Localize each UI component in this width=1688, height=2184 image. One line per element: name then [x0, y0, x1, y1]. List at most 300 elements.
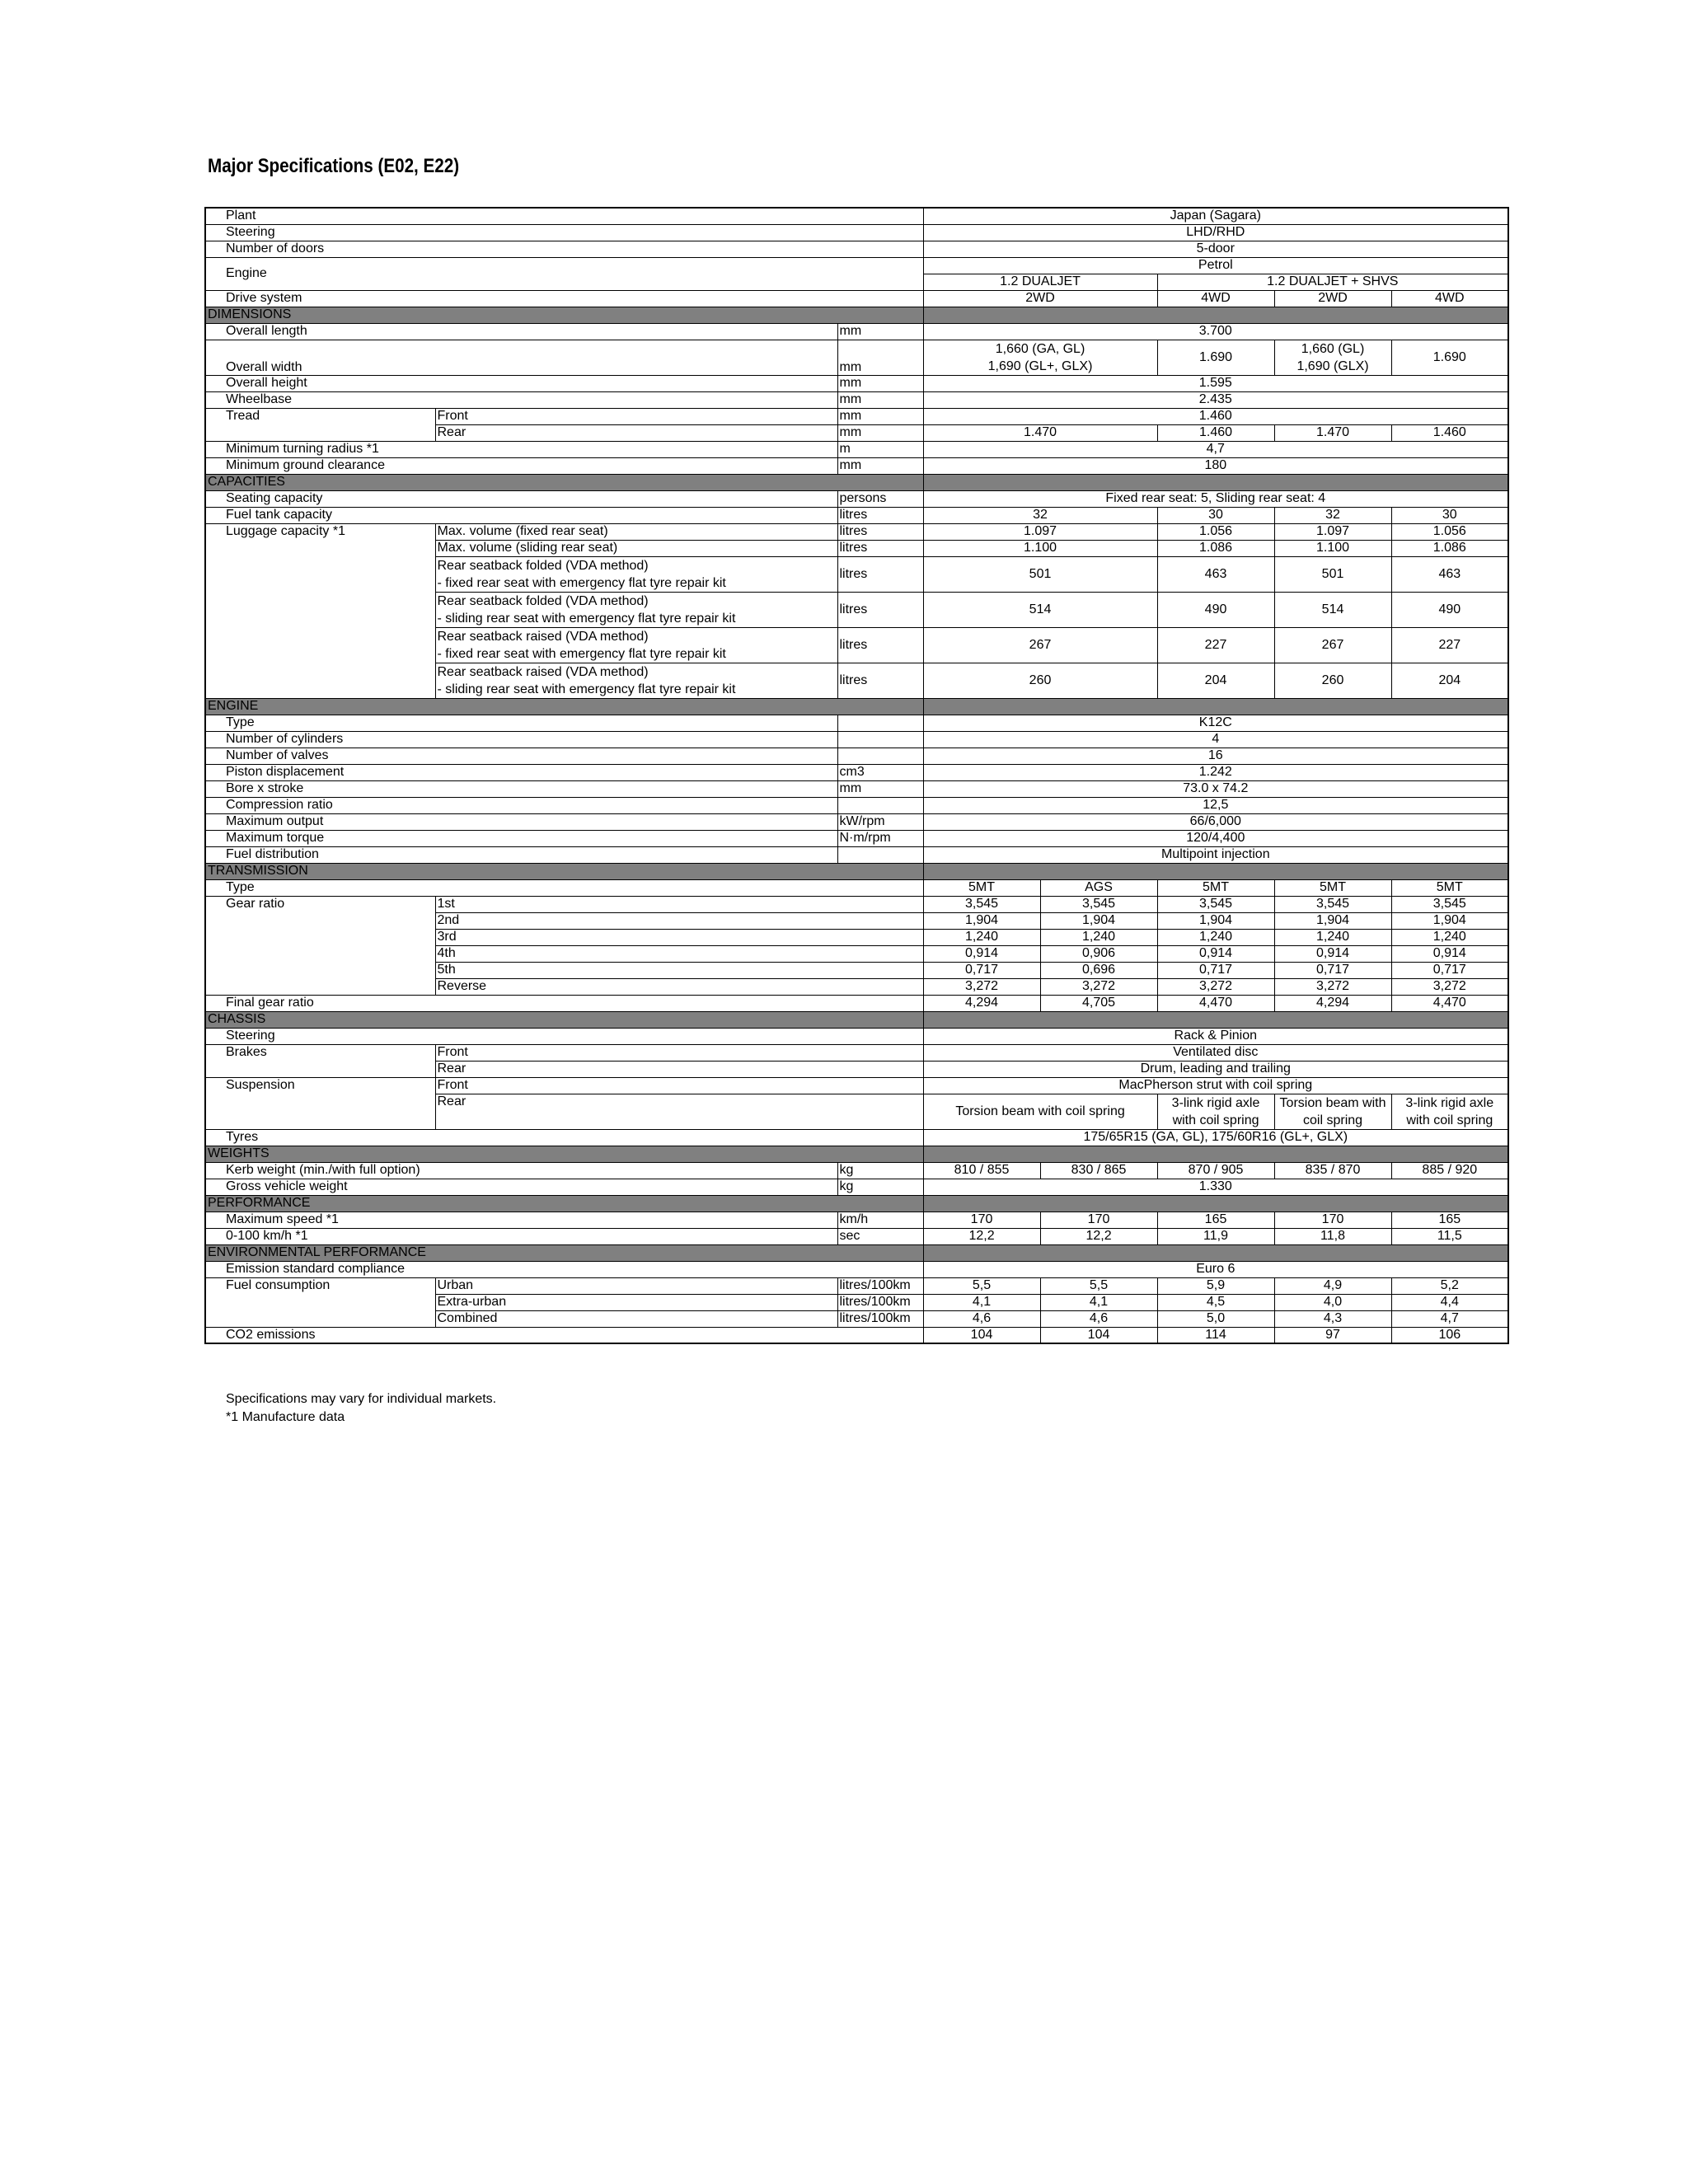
- table-row: [205, 340, 1508, 375]
- cell-value: LHD/RHD: [923, 224, 1508, 241]
- cell-value: 4: [923, 731, 1508, 748]
- cell-value: 11,5: [1391, 1228, 1508, 1244]
- row-label: Number of cylinders: [205, 731, 837, 748]
- table-row: [205, 715, 1508, 731]
- cell-value: Fixed rear seat: 5, Sliding rear seat: 4: [923, 490, 1508, 507]
- cell-value: 120/4,400: [923, 830, 1508, 846]
- section-header: [205, 307, 1508, 323]
- cell-line: 1,660 (GA, GL): [995, 341, 1085, 356]
- cell-value: 12,2: [923, 1228, 1040, 1244]
- section-title: CHASSIS: [205, 1011, 923, 1028]
- cell-value: 1.460: [1391, 424, 1508, 441]
- cell-value: 4,5: [1157, 1294, 1274, 1310]
- row-label: Plant: [205, 208, 923, 224]
- cell-value: 4,7: [1391, 1310, 1508, 1327]
- unit: [837, 731, 923, 748]
- cell-value: 5MT: [923, 879, 1040, 896]
- row-label: Kerb weight (min./with full option): [205, 1162, 837, 1179]
- unit: mm: [837, 375, 923, 391]
- row-label: Wheelbase: [205, 391, 837, 408]
- column-header: 2WD: [1274, 290, 1391, 307]
- unit: kg: [837, 1162, 923, 1179]
- cell-value: 5,2: [1391, 1277, 1508, 1294]
- section-title: DIMENSIONS: [205, 307, 923, 323]
- cell-value: 97: [1274, 1327, 1391, 1343]
- cell-value: 5,5: [1040, 1277, 1157, 1294]
- table-row: [205, 1212, 1508, 1228]
- cell-value: 1.330: [923, 1179, 1508, 1195]
- cell-line: Rear seatback folded (VDA method): [437, 593, 649, 608]
- unit: persons: [837, 490, 923, 507]
- sub-label: Front: [435, 1044, 923, 1061]
- unit: mm: [837, 323, 923, 340]
- cell-value: 1.470: [923, 424, 1157, 441]
- cell-value: 260: [923, 663, 1157, 698]
- cell-value: 1,240: [1391, 929, 1508, 945]
- cell-value: 170: [923, 1212, 1040, 1228]
- row-label: CO2 emissions: [205, 1327, 923, 1343]
- cell-value: 4,470: [1391, 995, 1508, 1011]
- cell-line: 1,690 (GL+, GLX): [987, 359, 1093, 373]
- row-label: Fuel distribution: [205, 846, 837, 863]
- cell-value: 12,2: [1040, 1228, 1157, 1244]
- sub-label: [435, 556, 837, 592]
- row-label: Tread: [205, 408, 435, 441]
- cell-value: 104: [923, 1327, 1040, 1343]
- row-label: Engine: [205, 257, 923, 290]
- section-title: ENVIRONMENTAL PERFORMANCE: [205, 1244, 923, 1261]
- row-label: Luggage capacity *1: [205, 523, 435, 698]
- cell-value: Petrol: [923, 257, 1508, 274]
- column-header: 4WD: [1157, 290, 1274, 307]
- row-label: Steering: [205, 224, 923, 241]
- unit: cm3: [837, 764, 923, 780]
- cell-value: 204: [1391, 663, 1508, 698]
- cell-line: Rear seatback raised (VDA method): [437, 629, 649, 644]
- unit: mm: [837, 408, 923, 424]
- table-row: [205, 1129, 1508, 1146]
- cell-value: Multipoint injection: [923, 846, 1508, 863]
- row-label: Maximum torque: [205, 830, 837, 846]
- cell-value: AGS: [1040, 879, 1157, 896]
- table-row: [205, 1327, 1508, 1343]
- cell-value: K12C: [923, 715, 1508, 731]
- cell-value: 514: [1274, 592, 1391, 627]
- cell-value: 3,545: [923, 896, 1040, 912]
- cell-value: 267: [1274, 627, 1391, 663]
- unit: litres/100km: [837, 1294, 923, 1310]
- cell-value: 5,5: [923, 1277, 1040, 1294]
- cell-value: [923, 340, 1157, 375]
- row-label: Fuel tank capacity: [205, 507, 837, 523]
- table-row: [205, 441, 1508, 457]
- cell-value: 0,914: [923, 945, 1040, 962]
- cell-value: 1.086: [1391, 540, 1508, 556]
- sub-label: Reverse: [435, 978, 923, 995]
- cell-line: Rear seatback folded (VDA method): [437, 558, 649, 573]
- sub-label: 2nd: [435, 912, 923, 929]
- unit: sec: [837, 1228, 923, 1244]
- unit: litres: [837, 592, 923, 627]
- cell-value: 1.460: [923, 408, 1508, 424]
- cell-value: 1,240: [1157, 929, 1274, 945]
- cell-value: 4,0: [1274, 1294, 1391, 1310]
- unit: mm: [837, 424, 923, 441]
- sub-label: Front: [435, 408, 837, 424]
- cell-value: 267: [923, 627, 1157, 663]
- cell-value: 490: [1391, 592, 1508, 627]
- cell-value: 3,272: [1157, 978, 1274, 995]
- cell-value: 165: [1391, 1212, 1508, 1228]
- unit: litres/100km: [837, 1310, 923, 1327]
- cell-value: 1.470: [1274, 424, 1391, 441]
- table-row: [205, 780, 1508, 797]
- section-header: [205, 1011, 1508, 1028]
- cell-value: 463: [1157, 556, 1274, 592]
- row-label: Gross vehicle weight: [205, 1179, 837, 1195]
- table-row: [205, 375, 1508, 391]
- cell-line: 1,660 (GL): [1301, 341, 1365, 356]
- cell-value: 501: [1274, 556, 1391, 592]
- sub-label: Rear: [435, 1061, 923, 1077]
- cell-value: 16: [923, 748, 1508, 764]
- cell-value: 1.100: [1274, 540, 1391, 556]
- cell-value: 3-link rigid axle with coil spring: [1391, 1094, 1508, 1129]
- footnote-manufacture-data: *1 Manufacture data: [226, 1410, 345, 1424]
- cell-value: 227: [1391, 627, 1508, 663]
- cell-value: 4,1: [923, 1294, 1040, 1310]
- cell-value: 514: [923, 592, 1157, 627]
- table-row: [205, 208, 1508, 224]
- cell-value: 0,717: [1391, 962, 1508, 978]
- cell-value: 463: [1391, 556, 1508, 592]
- table-row: [205, 1077, 1508, 1094]
- cell-line: 1,690 (GLX): [1296, 359, 1369, 373]
- sub-label: 3rd: [435, 929, 923, 945]
- cell-value: 170: [1040, 1212, 1157, 1228]
- cell-value: Euro 6: [923, 1261, 1508, 1277]
- unit: [837, 748, 923, 764]
- cell-value: 1,904: [923, 912, 1040, 929]
- cell-value: 170: [1274, 1212, 1391, 1228]
- sub-label: Extra-urban: [435, 1294, 837, 1310]
- section-header: [205, 474, 1508, 490]
- section-title: ENGINE: [205, 698, 923, 715]
- row-label: Minimum turning radius *1: [205, 441, 837, 457]
- section-title: WEIGHTS: [205, 1146, 923, 1162]
- table-row: [205, 797, 1508, 813]
- unit: litres: [837, 540, 923, 556]
- cell-value: 5,9: [1157, 1277, 1274, 1294]
- unit: mm: [837, 457, 923, 474]
- unit: mm: [837, 340, 923, 375]
- cell-value: 114: [1157, 1327, 1274, 1343]
- table-row: [205, 995, 1508, 1011]
- cell-value: 32: [1274, 507, 1391, 523]
- table-row: [205, 457, 1508, 474]
- cell-value: 1.690: [1391, 340, 1508, 375]
- cell-value: 830 / 865: [1040, 1162, 1157, 1179]
- row-label: Emission standard compliance: [205, 1261, 923, 1277]
- table-row: [205, 764, 1508, 780]
- cell-value: 106: [1391, 1327, 1508, 1343]
- unit: litres: [837, 507, 923, 523]
- row-label: Bore x stroke: [205, 780, 837, 797]
- cell-value: 4,7: [923, 441, 1508, 457]
- cell-value: 4,1: [1040, 1294, 1157, 1310]
- table-row: [205, 241, 1508, 257]
- cell-value: 3,272: [1391, 978, 1508, 995]
- cell-value: 4,9: [1274, 1277, 1391, 1294]
- sub-label: Combined: [435, 1310, 837, 1327]
- cell-value: Torsion beam with coil spring: [1274, 1094, 1391, 1129]
- cell-value: 104: [1040, 1327, 1157, 1343]
- cell-value: 175/65R15 (GA, GL), 175/60R16 (GL+, GLX): [923, 1129, 1508, 1146]
- column-header: 1.2 DUALJET: [923, 274, 1157, 290]
- table-row: [205, 748, 1508, 764]
- cell-value: 4,6: [1040, 1310, 1157, 1327]
- cell-value: 5MT: [1274, 879, 1391, 896]
- section-title: TRANSMISSION: [205, 863, 923, 879]
- cell-value: 66/6,000: [923, 813, 1508, 830]
- row-label: Drive system: [205, 290, 923, 307]
- column-header: 2WD: [923, 290, 1157, 307]
- unit: kg: [837, 1179, 923, 1195]
- cell-value: 885 / 920: [1391, 1162, 1508, 1179]
- table-row: [205, 830, 1508, 846]
- page-title: Major Specifications (E02, E22): [208, 155, 460, 177]
- row-label: Piston displacement: [205, 764, 837, 780]
- cell-value: Japan (Sagara): [923, 208, 1508, 224]
- unit: [837, 846, 923, 863]
- cell-value: 3,272: [1274, 978, 1391, 995]
- row-label: Tyres: [205, 1129, 923, 1146]
- row-label: Seating capacity: [205, 490, 837, 507]
- cell-value: 204: [1157, 663, 1274, 698]
- unit: m: [837, 441, 923, 457]
- cell-value: 1.242: [923, 764, 1508, 780]
- sub-label: Front: [435, 1077, 923, 1094]
- column-header: 4WD: [1391, 290, 1508, 307]
- unit: N·m/rpm: [837, 830, 923, 846]
- cell-value: 501: [923, 556, 1157, 592]
- table-row: [205, 1028, 1508, 1044]
- cell-line: - sliding rear seat with emergency flat tyre repair kit: [437, 611, 736, 626]
- unit: km/h: [837, 1212, 923, 1228]
- table-row: [205, 323, 1508, 340]
- cell-value: 1.097: [1274, 523, 1391, 540]
- unit: [837, 797, 923, 813]
- cell-value: 3,545: [1391, 896, 1508, 912]
- cell-value: 810 / 855: [923, 1162, 1040, 1179]
- unit: litres: [837, 556, 923, 592]
- row-label: Suspension: [205, 1077, 435, 1129]
- cell-value: 0,717: [1157, 962, 1274, 978]
- table-row: [205, 408, 1508, 424]
- table-row: [205, 490, 1508, 507]
- section-header: [205, 1244, 1508, 1261]
- cell-value: 1.056: [1157, 523, 1274, 540]
- column-header: 1.2 DUALJET + SHVS: [1157, 274, 1508, 290]
- row-label: Number of doors: [205, 241, 923, 257]
- cell-value: 11,9: [1157, 1228, 1274, 1244]
- cell-value: Rack & Pinion: [923, 1028, 1508, 1044]
- cell-value: 5MT: [1157, 879, 1274, 896]
- row-label: 0-100 km/h *1: [205, 1228, 837, 1244]
- unit: mm: [837, 780, 923, 797]
- sub-label: [435, 663, 837, 698]
- section-header: [205, 863, 1508, 879]
- cell-value: Torsion beam with coil spring: [923, 1094, 1157, 1129]
- cell-line: Rear seatback raised (VDA method): [437, 664, 649, 679]
- cell-value: 260: [1274, 663, 1391, 698]
- cell-value: 180: [923, 457, 1508, 474]
- cell-value: 4,6: [923, 1310, 1040, 1327]
- section-title: CAPACITIES: [205, 474, 923, 490]
- sub-label: Max. volume (sliding rear seat): [435, 540, 837, 556]
- cell-value: 3,545: [1274, 896, 1391, 912]
- unit: [837, 715, 923, 731]
- table-row: [205, 507, 1508, 523]
- table-row: [205, 257, 1508, 274]
- table-row: [205, 523, 1508, 540]
- cell-value: 870 / 905: [1157, 1162, 1274, 1179]
- cell-value: 5MT: [1391, 879, 1508, 896]
- row-label: Type: [205, 715, 837, 731]
- table-row: [205, 290, 1508, 307]
- cell-value: 835 / 870: [1274, 1162, 1391, 1179]
- sub-label: Rear: [435, 424, 837, 441]
- cell-value: 1.690: [1157, 340, 1274, 375]
- cell-value: 1,904: [1040, 912, 1157, 929]
- cell-value: 1.056: [1391, 523, 1508, 540]
- row-label: Type: [205, 879, 923, 896]
- sub-label: Max. volume (fixed rear seat): [435, 523, 837, 540]
- cell-value: 5,0: [1157, 1310, 1274, 1327]
- cell-value: 4,3: [1274, 1310, 1391, 1327]
- cell-value: MacPherson strut with coil spring: [923, 1077, 1508, 1094]
- section-header: [205, 698, 1508, 715]
- row-label: Minimum ground clearance: [205, 457, 837, 474]
- cell-value: 0,696: [1040, 962, 1157, 978]
- footnotes: [226, 1390, 496, 1427]
- table-row: [205, 391, 1508, 408]
- table-row: [205, 1179, 1508, 1195]
- cell-value: 0,906: [1040, 945, 1157, 962]
- sub-label: 4th: [435, 945, 923, 962]
- cell-value: 1,240: [1040, 929, 1157, 945]
- cell-value: 1,240: [1274, 929, 1391, 945]
- cell-value: 32: [923, 507, 1157, 523]
- row-label: Gear ratio: [205, 896, 435, 995]
- row-label: Fuel consumption: [205, 1277, 435, 1327]
- cell-value: [1274, 340, 1391, 375]
- cell-value: 30: [1391, 507, 1508, 523]
- cell-value: 0,914: [1157, 945, 1274, 962]
- cell-value: Drum, leading and trailing: [923, 1061, 1508, 1077]
- table-row: [205, 1162, 1508, 1179]
- section-header: [205, 1146, 1508, 1162]
- cell-value: 0,717: [923, 962, 1040, 978]
- cell-value: 3,272: [1040, 978, 1157, 995]
- cell-value: 1,240: [923, 929, 1040, 945]
- table-row: [205, 879, 1508, 896]
- sub-label: 5th: [435, 962, 923, 978]
- row-label: Maximum output: [205, 813, 837, 830]
- sub-label: [435, 627, 837, 663]
- cell-value: 1.086: [1157, 540, 1274, 556]
- cell-value: 1,904: [1157, 912, 1274, 929]
- row-label: Steering: [205, 1028, 923, 1044]
- cell-value: 1,904: [1391, 912, 1508, 929]
- unit: litres/100km: [837, 1277, 923, 1294]
- cell-value: Ventilated disc: [923, 1044, 1508, 1061]
- cell-value: 30: [1157, 507, 1274, 523]
- cell-line: - fixed rear seat with emergency flat tyre repair kit: [437, 575, 726, 590]
- table-row: [205, 846, 1508, 863]
- cell-value: 1.100: [923, 540, 1157, 556]
- sub-label: 1st: [435, 896, 923, 912]
- table-row: [205, 1261, 1508, 1277]
- row-label: Final gear ratio: [205, 995, 923, 1011]
- spec-table: [204, 207, 1509, 1344]
- row-label: Overall width: [205, 340, 837, 375]
- section-title: PERFORMANCE: [205, 1195, 923, 1212]
- cell-value: 2.435: [923, 391, 1508, 408]
- table-row: [205, 813, 1508, 830]
- table-row: [205, 1277, 1508, 1294]
- row-label: Overall height: [205, 375, 837, 391]
- unit: mm: [837, 391, 923, 408]
- cell-value: 227: [1157, 627, 1274, 663]
- row-label: Brakes: [205, 1044, 435, 1077]
- cell-value: 3-link rigid axle with coil spring: [1157, 1094, 1274, 1129]
- cell-value: 3.700: [923, 323, 1508, 340]
- cell-value: 1.460: [1157, 424, 1274, 441]
- cell-value: 73.0 x 74.2: [923, 780, 1508, 797]
- cell-value: 1.595: [923, 375, 1508, 391]
- row-label: Overall length: [205, 323, 837, 340]
- cell-value: 3,545: [1157, 896, 1274, 912]
- cell-value: 3,272: [923, 978, 1040, 995]
- cell-value: 5-door: [923, 241, 1508, 257]
- cell-value: 12,5: [923, 797, 1508, 813]
- row-label: Compression ratio: [205, 797, 837, 813]
- cell-value: 4,294: [923, 995, 1040, 1011]
- unit: litres: [837, 627, 923, 663]
- cell-value: 3,545: [1040, 896, 1157, 912]
- unit: litres: [837, 523, 923, 540]
- table-row: [205, 1044, 1508, 1061]
- cell-value: 0,717: [1274, 962, 1391, 978]
- unit: kW/rpm: [837, 813, 923, 830]
- cell-value: 4,294: [1274, 995, 1391, 1011]
- cell-value: 490: [1157, 592, 1274, 627]
- cell-value: 0,914: [1274, 945, 1391, 962]
- sub-label: Urban: [435, 1277, 837, 1294]
- sub-label: Rear: [435, 1094, 923, 1129]
- cell-value: 0,914: [1391, 945, 1508, 962]
- table-row: [205, 224, 1508, 241]
- cell-value: 4,705: [1040, 995, 1157, 1011]
- cell-value: 4,470: [1157, 995, 1274, 1011]
- cell-value: 1,904: [1274, 912, 1391, 929]
- cell-value: 1.097: [923, 523, 1157, 540]
- footnote-markets: Specifications may vary for individual markets.: [226, 1392, 497, 1406]
- row-label: Maximum speed *1: [205, 1212, 837, 1228]
- cell-line: - sliding rear seat with emergency flat tyre repair kit: [437, 682, 736, 696]
- section-header: [205, 1195, 1508, 1212]
